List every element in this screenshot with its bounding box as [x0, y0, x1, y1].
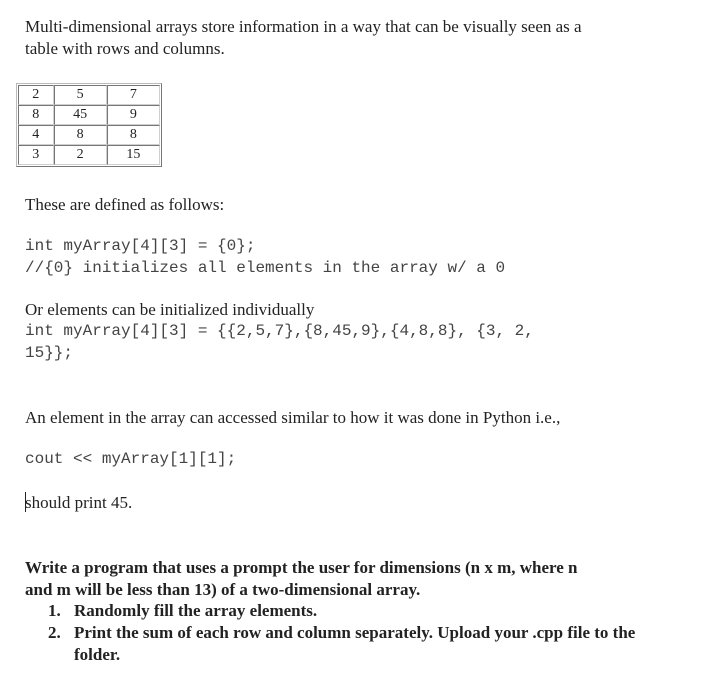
table-cell: 15 [107, 145, 160, 165]
task-line-2: and m will be less than 13) of a two-dimensional array. [25, 580, 421, 599]
array-grid [18, 85, 160, 165]
task-steps-list [48, 600, 648, 666]
table-row [18, 125, 160, 145]
table-cell: 2 [54, 145, 107, 165]
table-cell: 7 [107, 85, 160, 105]
table-row [18, 85, 160, 105]
intro-line-2: table with rows and columns. [25, 39, 225, 58]
task-paragraph [25, 557, 645, 601]
table-cell: 8 [18, 105, 54, 125]
table-cell: 45 [54, 105, 107, 125]
list-item [48, 600, 648, 622]
list-item [48, 622, 648, 666]
table-row [18, 145, 160, 165]
should-print-text: should print 45. [25, 493, 133, 512]
intro-line-1: Multi-dimensional arrays store information in a way that can be visually seen as a [25, 17, 582, 36]
step-text: Print the sum of each row and column separately. Upload your .cpp file to the folder. [74, 623, 636, 664]
intro-paragraph [25, 16, 665, 60]
code-declaration-zero: int myArray[4][3] = {0}; [25, 237, 256, 255]
should-print-paragraph [25, 492, 132, 514]
table-cell: 2 [18, 85, 54, 105]
table-cell: 8 [107, 125, 160, 145]
task-line-1: Write a program that uses a prompt the user for dimensions (n x m, where n [25, 558, 578, 577]
or-elements-text: Or elements can be initialized individually [25, 300, 315, 319]
table-row [18, 105, 160, 125]
defined-as-follows-text: These are defined as follows: [25, 195, 225, 214]
access-element-text: An element in the array can accessed similar to how it was done in Python i.e., [25, 408, 561, 427]
table-cell: 9 [107, 105, 160, 125]
step-text: Randomly fill the array elements. [74, 601, 318, 620]
code-comment-zero: //{0} initializes all elements in the array w/ a 0 [25, 259, 506, 277]
step-number: 2. [48, 623, 61, 642]
example-array-table [16, 83, 162, 167]
table-cell: 3 [18, 145, 54, 165]
step-number: 1. [48, 601, 61, 620]
code-cout-line: cout << myArray[1][1]; [25, 450, 237, 468]
code-declaration-values-line-1: int myArray[4][3] = {{2,5,7},{8,45,9},{4,8,8}, {3, 2, [25, 322, 534, 340]
table-cell: 4 [18, 125, 54, 145]
table-cell: 8 [54, 125, 107, 145]
table-cell: 5 [54, 85, 107, 105]
code-declaration-values-line-2: 15}}; [25, 344, 74, 362]
